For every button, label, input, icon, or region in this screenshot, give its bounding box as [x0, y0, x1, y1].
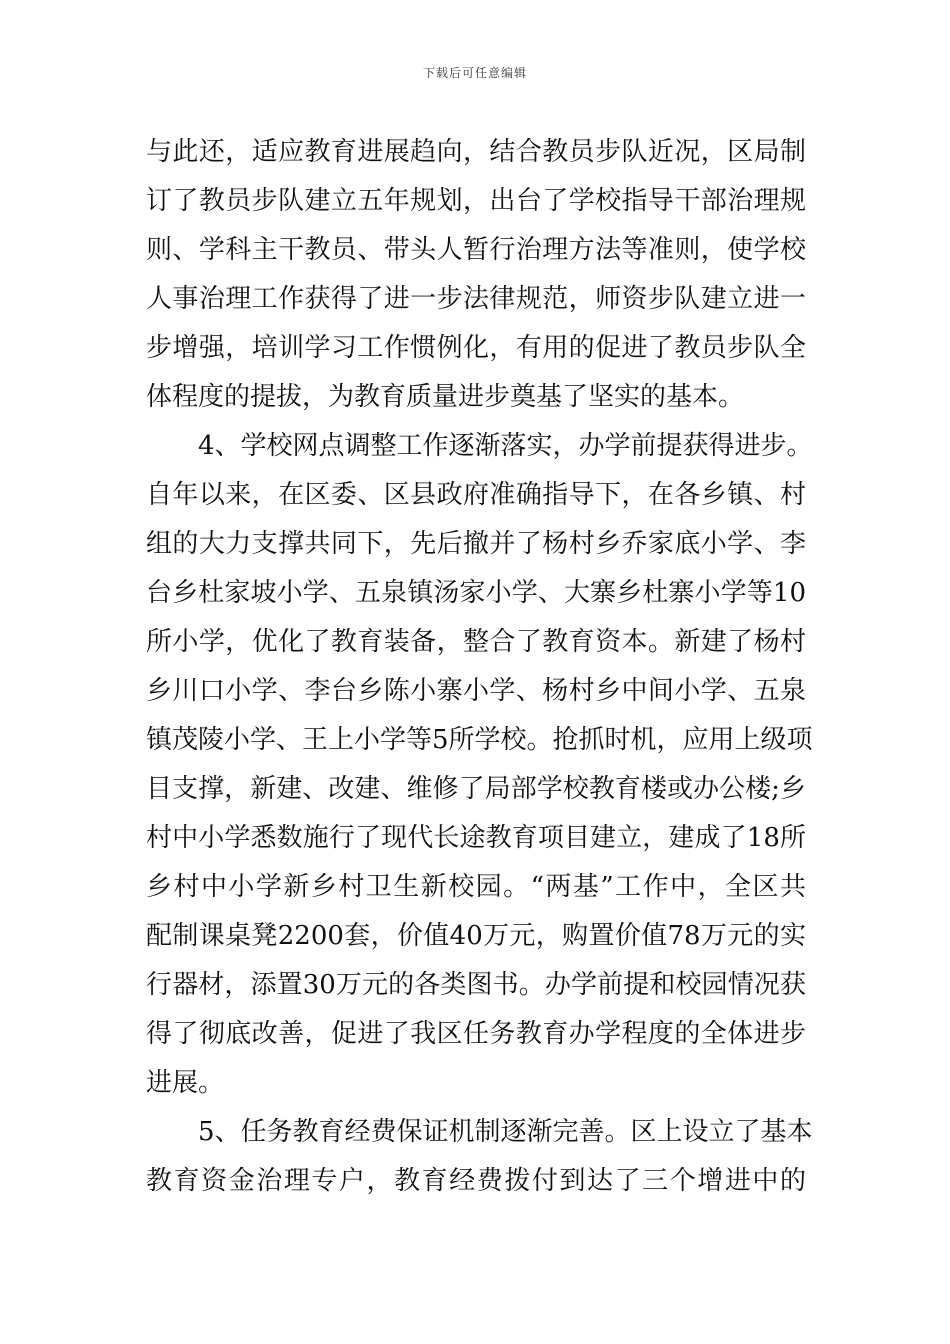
text-line: 进展。: [146, 1068, 225, 1098]
text-line: 得了彻底改善，促进了我区任务教育办学程度的全体进步: [146, 1019, 806, 1049]
text-line: 行器材，添置30万元的各类图书。办学前提和校园情况获: [146, 970, 806, 1000]
text-line: 村中小学悉数施行了现代长途教育项目建立，建成了18所: [146, 823, 806, 853]
text-line: 订了教员步队建立五年规划，出台了学校指导干部治理规: [146, 186, 806, 216]
page-header: 下载后可任意编辑: [422, 66, 527, 80]
text-line: 所小学，优化了教育装备，整合了教育资本。新建了杨村: [146, 627, 806, 657]
text-line: 教育资金治理专户，教育经费拨付到达了三个增进中的: [146, 1166, 806, 1196]
text-line: 台乡杜家坡小学、五泉镇汤家小学、大寨乡杜寨小学等10: [146, 578, 806, 608]
paragraph-2: [146, 422, 813, 1108]
text-line: 5、任务教育经费保证机制逐渐完善。区上设立了基本: [198, 1117, 813, 1147]
text-line: 人事治理工作获得了进一步法律规范，师资步队建立进一: [146, 284, 806, 314]
text-line: 4、学校网点调整工作逐渐落实，办学前提获得进步。: [198, 431, 813, 461]
text-line: 组的大力支撑共同下，先后撤并了杨村乡乔家底小学、李: [146, 529, 806, 559]
paragraph-3: [146, 1108, 813, 1206]
paragraph-1: [146, 128, 806, 422]
text-line: 乡村中小学新乡村卫生新校园。“两基”工作中，全区共: [146, 872, 806, 902]
text-line: 与此还，适应教育进展趋向，结合教员步队近况，区局制: [146, 137, 806, 167]
text-line: 目支撑，新建、改建、维修了局部学校教育楼或办公楼;乡: [146, 774, 806, 804]
text-line: 自年以来，在区委、区县政府准确指导下，在各乡镇、村: [146, 480, 806, 510]
text-line: 配制课桌凳2200套，价值40万元，购置价值78万元的实: [146, 921, 806, 951]
text-line: 体程度的提拔，为教育质量进步奠基了坚实的基本。: [146, 382, 745, 412]
text-line: 则、学科主干教员、带头人暂行治理方法等准则，使学校: [146, 235, 806, 265]
text-line: 镇茂陵小学、王上小学等5所学校。抢抓时机，应用上级项: [146, 725, 813, 755]
document-body: [146, 128, 813, 1206]
text-line: 步增强，培训学习工作惯例化，有用的促进了教员步队全: [146, 333, 806, 363]
text-line: 乡川口小学、李台乡陈小寨小学、杨村乡中间小学、五泉: [146, 676, 806, 706]
